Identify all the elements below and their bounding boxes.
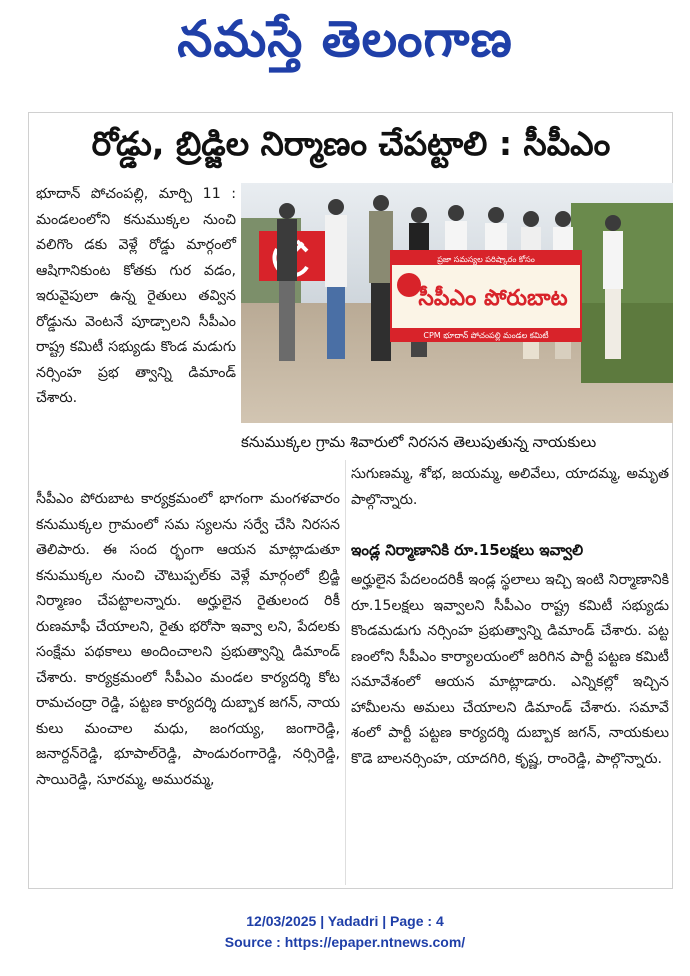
paragraph: భూదాన్ పోచంపల్లి, మార్చి 11 : మండలంలోని కనుముక్కల నుంచి వలిగొం డకు వెళ్లే రోడ్డు మార్గంలో ఆషిగానికుంట కోతకు గుర వడం, ఇరువైపులా ఉన్న రైతులు తవ్విన రోడ్డును వెంటనే పూడ్చాలని సీపీఎం రాష్ట్ర కమిటీ సభ్యుడు కొండ మడుగు నర్సింహ ప్రభ త్వాన్ని డిమాండ్ చేశారు.	[36, 186, 236, 406]
article-body-right-top	[351, 462, 669, 513]
banner-emblem	[397, 273, 421, 297]
article-body-right-bottom	[351, 568, 669, 772]
grass	[581, 303, 673, 383]
article-subhead: ఇండ్ల నిర్మాణానికి రూ.15లక్షలు ఇవ్వాలి	[351, 541, 584, 559]
news-photo	[241, 183, 673, 423]
article-body-left-top	[36, 182, 236, 412]
article-body-left-bottom	[36, 487, 340, 793]
banner-main-text: సీపీఎం పోరుబాట	[418, 286, 568, 311]
photo-caption: కనుముక్కల గ్రామ శివారులో నిరసన తెలుపుతున్న నాయకులు	[241, 433, 597, 451]
paragraph: అర్హులైన పేదలందరికీ ఇండ్ల స్థలాలు ఇచ్చి ఇంటి నిర్మాణానికి రూ.15లక్షలు ఇవ్వాలని సీపీఎం రాష్ట్ర కమిటీ సభ్యుడు కొండమడుగు నర్సింహ ప్రభుత్వాన్ని డిమాండ్ చేశారు. పట్ట ణంలోని సీపీఎం కార్యాలయంలో జరిగిన పార్టీ పట్టణ కమిటీ సమావేశంలో ఆయన మాట్లాడారు. ఎన్నికల్లో ఇచ్చిన హామీలను అమలు చేయాలని డిమాండ్ చేశారు. సమావే శంలో పార్టీ పట్టణ కార్యదర్శి దుబ్బాక జగన్, నాయకులు కొడె బాలనర్సింహ, యాదగిరి, కృష్ణ, రాంరెడ్డి, పాల్గొన్నారు.	[351, 572, 669, 767]
banner-top-text: ప్రజా సమస్యల పరిష్కారం కోసం	[437, 255, 535, 264]
footer-source-line: Source : https://epaper.ntnews.com/	[224, 934, 466, 950]
footer-date-line: 12/03/2025 | Yadadri | Page : 4	[246, 913, 444, 929]
masthead-title: నమస్తే తెలంగాణ	[177, 9, 513, 68]
paragraph: సుగుణమ్మ, శోభ, జయమ్మ, అలివేలు, యాదమ్మ, అమృత పాల్గొన్నారు.	[351, 466, 669, 508]
banner-bottom-text: CPM భూదాన్ పోచంపల్లి మండల కమిటీ	[423, 331, 549, 340]
paragraph: సీపీఎం పోరుబాట కార్యక్రమంలో భాగంగా మంగళవారం కనుముక్కల గ్రామంలో సమ స్యలను సర్వే చేసి నిరసన తెలిపారు. ఈ సంద ర్భంగా ఆయన మాట్లాడుతూ కనుముక్కల నుంచి చౌటుప్పల్‌కు వెళ్లే మార్గంలో బ్రిడ్జి నిర్మాణం చేపట్టాలన్నారు. అర్హులైన రైతులంద రికీ రుణమాఫీ చేయాలని, రైతు భరోసా ఇవ్వా లని, పేదలకు సంక్షేమ పథకాలు అందించాలని ప్రభుత్వాన్ని డిమాండ్ చేశారు. కార్యక్రమంలో సీపీఎం మండల కార్యదర్శి కోట రామచంద్రా రెడ్డి, పట్టణ కార్యదర్శి దుబ్బాక జగన్, నాయ కులు మంచాల మధు, జంగయ్య, జంగారెడ్డి, జనార్దన్‌రెడ్డి, భూపాల్‌రెడ్డి, పాండురంగారెడ్డి, నర్సిరెడ్డి, సాయిరెడ్డి, సూరమ్మ, అమురమ్మ,	[36, 491, 340, 788]
protest-photo-illustration	[241, 183, 673, 423]
article-headline: రోడ్డు, బ్రిడ్జిల నిర్మాణం చేపట్టాలి : సీపీఎం	[91, 124, 611, 163]
column-divider	[345, 460, 346, 885]
